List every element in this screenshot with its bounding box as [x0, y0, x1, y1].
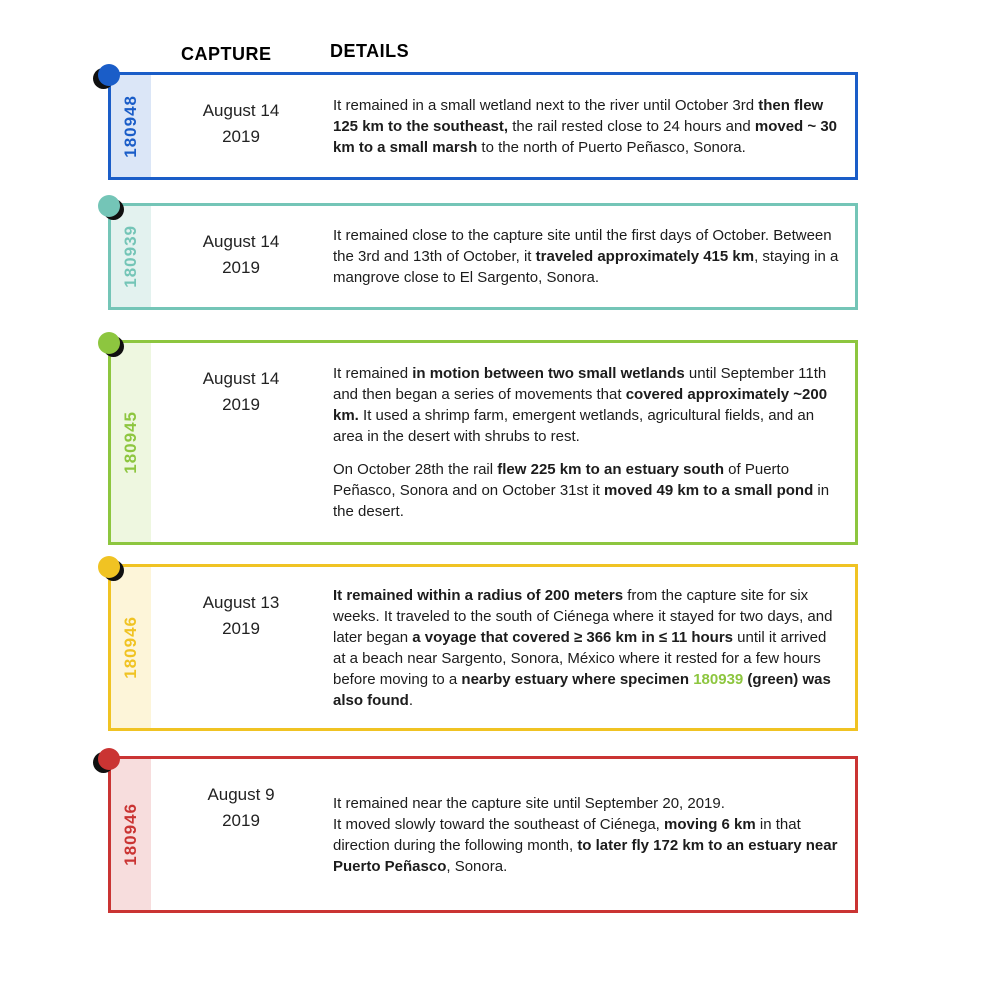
capture-date-line2: 2019 [222, 619, 260, 638]
capture-date [151, 75, 331, 177]
specimen-id: 180948 [121, 94, 140, 158]
details-text: It remained close to the capture site until the first days of October. Between the 3rd and 13th of October, it traveled approximately 415 km, staying in a mangrove close to El Sargento, Sonora. [333, 227, 839, 286]
specimen-id-strip [111, 75, 151, 177]
capture-date [151, 759, 331, 910]
specimen-id: 180946 [121, 803, 140, 866]
capture-date-line1: August 14 [202, 101, 280, 120]
timeline-dot-icon [98, 748, 120, 770]
specimen-id-strip [111, 343, 151, 542]
capture-date-line1: August 14 [202, 369, 280, 388]
dot-color [98, 332, 120, 354]
capture-date-line1: August 13 [202, 593, 280, 612]
dot-color [98, 556, 120, 578]
specimen-id: 180945 [121, 411, 140, 474]
timeline-dot-icon [98, 332, 120, 354]
specimen-id-strip [111, 567, 151, 728]
capture-date-line2: 2019 [222, 258, 260, 277]
details-text: It remained near the capture site until September 20, 2019. It moved slowly toward the southeast of Ciénega, moving 6 km in that direction during the following month, to later fly 172 km to an estuary near Puerto Peñasco, Sonora. [333, 794, 838, 875]
dot-color [98, 195, 120, 217]
specimen-id: 180939 [121, 225, 140, 288]
timeline-dot-icon [98, 64, 120, 86]
specimen-card-180948 [108, 72, 858, 180]
specimen-card-180945 [108, 340, 858, 545]
timeline-cards [108, 72, 858, 913]
dot-color [98, 748, 120, 770]
details-text: It remained in a small wetland next to the river until October 3rd then flew 125 km to the southeast, the rail rested close to 24 hours and moved ~ 30 km to a small marsh to the north of Puerto Peñasco, Sonora. [333, 96, 838, 156]
timeline-dot-icon [98, 195, 120, 217]
capture-date-line1: August 9 [207, 785, 275, 804]
specimen-id-strip [111, 759, 151, 910]
details-text: It remained within a radius of 200 meters from the capture site for six weeks. It traveled to the south of Ciénega where it stayed for two days, and later began a voyage that covered ≥ 366 km in ≤ 11 hours until it arrived at a beach near Sargento, Sonora, México where it rested for a few hours before moving to a nearby estuary where specimen 180939 (green) was also found. [333, 586, 833, 709]
specimen-card-180946-red [108, 756, 858, 913]
details-text: It remained in motion between two small wetlands until September 11th and then began a series of movements that covered approximately ~200 km. It used a shrimp farm, emergent wetlands, agricultural fields, and an area in the desert with shrubs to rest. On October 28th the rail flew 225 km to an estuary south of Puerto Peñasco, Sonora and on October 31st it moved 49 km to a small pond in the desert. [333, 365, 830, 520]
capture-date [151, 206, 331, 307]
capture-date-line2: 2019 [222, 127, 260, 146]
capture-date-line1: August 14 [202, 232, 280, 251]
capture-date-line2: 2019 [222, 811, 260, 830]
specimen-card-180939 [108, 203, 858, 310]
timeline-dot-icon [98, 556, 120, 578]
capture-date [151, 567, 331, 728]
details-column-header: DETAILS [330, 41, 410, 61]
capture-date-line2: 2019 [222, 395, 260, 414]
specimen-id-strip [111, 206, 151, 307]
specimen-id: 180946 [121, 616, 140, 679]
capture-date [151, 343, 331, 542]
specimen-card-180946-yellow [108, 564, 858, 731]
dot-color [98, 64, 120, 86]
capture-column-header: CAPTURE [181, 44, 272, 64]
